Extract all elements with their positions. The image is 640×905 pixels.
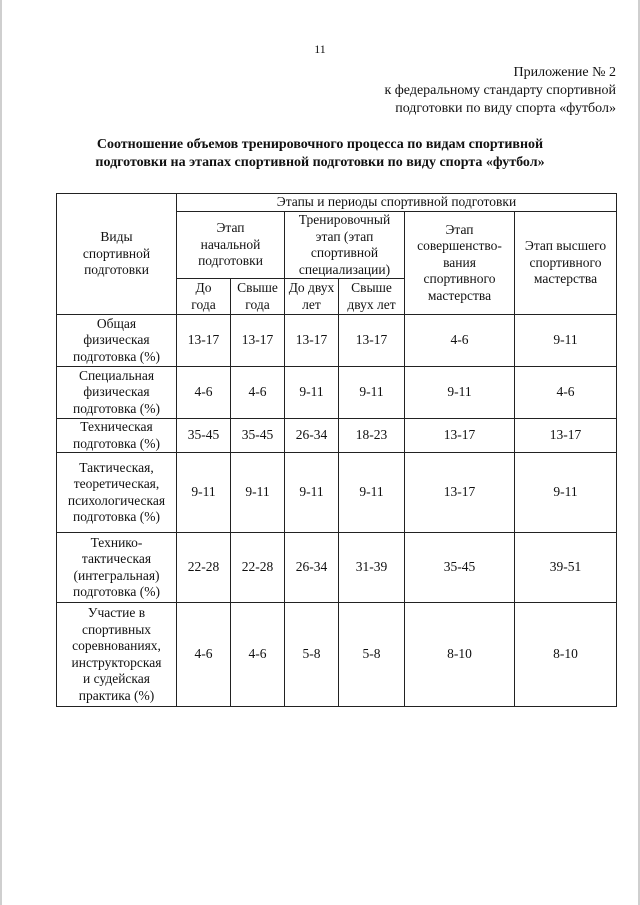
row-type-name: Специальная физическая подготовка (%)	[57, 367, 177, 419]
header-sub-over-two-years: Свыше двух лет	[339, 279, 405, 315]
value-cell: 35-45	[405, 533, 515, 603]
header-training-stage: Тренировочный этап (этап спортивной специализации)	[285, 212, 405, 279]
value-cell: 9-11	[515, 315, 617, 367]
value-cell: 31-39	[339, 533, 405, 603]
value-cell: 26-34	[285, 419, 339, 453]
value-cell: 22-28	[231, 533, 285, 603]
value-cell: 4-6	[177, 603, 231, 707]
value-cell: 4-6	[231, 367, 285, 419]
value-cell: 9-11	[285, 453, 339, 533]
table-body	[57, 315, 617, 707]
value-cell: 22-28	[177, 533, 231, 603]
value-cell: 5-8	[285, 603, 339, 707]
header-types-cell: Виды спортивной подготовки	[57, 194, 177, 315]
value-cell: 35-45	[231, 419, 285, 453]
value-cell: 13-17	[405, 453, 515, 533]
row-type-name: Участие в спортивных соревнованиях, инструкторская и судейская практика (%)	[57, 603, 177, 707]
value-cell: 13-17	[405, 419, 515, 453]
value-cell: 8-10	[405, 603, 515, 707]
table-row	[57, 315, 617, 367]
title-line: Соотношение объемов тренировочного процесса по видам спортивной	[96, 137, 544, 152]
value-cell: 13-17	[515, 419, 617, 453]
value-cell: 39-51	[515, 533, 617, 603]
value-cell: 13-17	[339, 315, 405, 367]
value-cell: 9-11	[515, 453, 617, 533]
value-cell: 4-6	[515, 367, 617, 419]
header-sub-up-to-two-years: До двух лет	[285, 279, 339, 315]
value-cell: 8-10	[515, 603, 617, 707]
value-cell: 13-17	[231, 315, 285, 367]
table-row	[57, 453, 617, 533]
training-ratio-table	[56, 193, 617, 707]
value-cell: 4-6	[231, 603, 285, 707]
appendix-line: к федеральному стандарту спортивной	[384, 83, 616, 98]
scan-edge-left	[0, 0, 2, 905]
appendix-line: подготовки по виду спорта «футбол»	[395, 101, 616, 116]
header-sub-up-to-year: До года	[177, 279, 231, 315]
appendix-line: Приложение № 2	[513, 65, 616, 80]
page-number: 11	[314, 42, 326, 56]
row-type-name: Общая физическая подготовка (%)	[57, 315, 177, 367]
value-cell: 4-6	[405, 315, 515, 367]
value-cell: 5-8	[339, 603, 405, 707]
row-type-name: Тактическая, теоретическая, психологическая подготовка (%)	[57, 453, 177, 533]
title-line: подготовки на этапах спортивной подготовки по виду спорта «футбол»	[95, 155, 545, 170]
value-cell: 9-11	[339, 367, 405, 419]
value-cell: 9-11	[177, 453, 231, 533]
value-cell: 4-6	[177, 367, 231, 419]
value-cell: 13-17	[177, 315, 231, 367]
header-sub-over-year: Свыше года	[231, 279, 285, 315]
row-type-name: Технико- тактическая (интегральная) подготовка (%)	[57, 533, 177, 603]
header-higher-stage: Этап высшего спортивного мастерства	[515, 212, 617, 315]
value-cell: 9-11	[285, 367, 339, 419]
header-initial-stage: Этап начальной подготовки	[177, 212, 285, 279]
value-cell: 13-17	[285, 315, 339, 367]
table-row	[57, 603, 617, 707]
document-title	[40, 136, 600, 172]
value-cell: 9-11	[405, 367, 515, 419]
appendix-note	[384, 64, 616, 118]
table-row	[57, 533, 617, 603]
value-cell: 9-11	[339, 453, 405, 533]
value-cell: 26-34	[285, 533, 339, 603]
row-type-name: Техническая подготовка (%)	[57, 419, 177, 453]
value-cell: 9-11	[231, 453, 285, 533]
value-cell: 35-45	[177, 419, 231, 453]
table-row	[57, 367, 617, 419]
header-improvement-stage: Этап совершенство- вания спортивного мастерства	[405, 212, 515, 315]
table-row	[57, 419, 617, 453]
value-cell: 18-23	[339, 419, 405, 453]
header-stages-periods: Этапы и периоды спортивной подготовки	[177, 194, 617, 212]
